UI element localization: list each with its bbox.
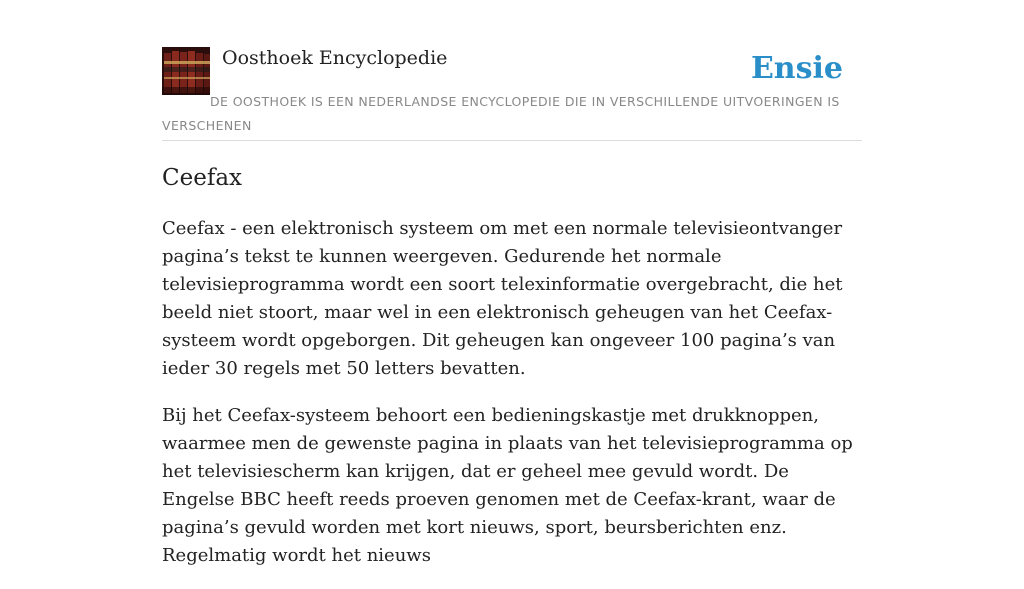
- page: [162, 0, 862, 566]
- article-paragraph: Bij het Ceefax-systeem behoort een bedieningskastje met drukknoppen, waarmee men de gewenste pagina in plaats van het televisieprogramma op het televisiescherm kan krijgen, dat er geheel mee gevuld wordt. De Engelse BBC heeft reeds proeven genomen met de Ceefax-krant, waar de pagina’s gevuld worden met kort nieuws, sport, beursberichten enz. Regelmatig wordt het nieuws: [162, 405, 853, 566]
- site-header: [162, 0, 862, 141]
- article-paragraph: Ceefax - een elektronisch systeem om met een normale televisieontvanger pagina’s tekst te kunnen weergeven. Gedurende het normale televisieprogramma wordt een soort telexinformatie overgebracht, die het beeld niet stoort, maar wel in een elektronisch geheugen van het Ceefax-systeem wordt opgeborgen. Dit geheugen kan ongeveer 100 pagina’s van ieder 30 regels met 50 letters bevatten.: [162, 218, 843, 379]
- site-tagline: DE OOSTHOEK IS EEN NEDERLANDSE ENCYCLOPEDIE DIE IN VERSCHILLENDE UITVOERINGEN IS VERSCHENEN: [162, 94, 840, 133]
- books-icon: [162, 47, 210, 95]
- brand-logo[interactable]: Ensie: [750, 51, 843, 86]
- article-body: [162, 215, 862, 589]
- site-name[interactable]: Oosthoek Encyclopedie: [222, 47, 448, 69]
- article-title: Ceefax: [162, 165, 243, 191]
- encyclopedia-avatar[interactable]: [162, 47, 210, 95]
